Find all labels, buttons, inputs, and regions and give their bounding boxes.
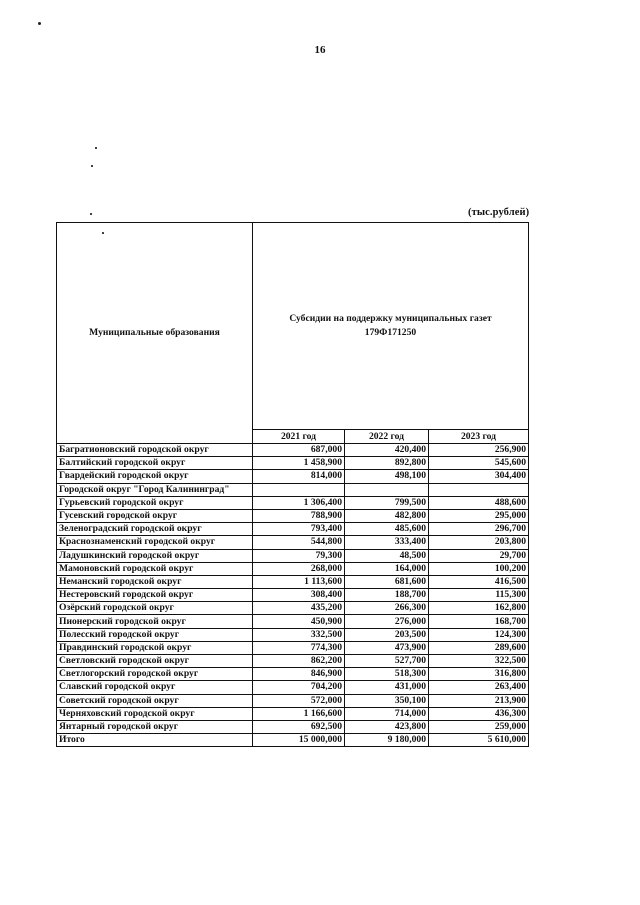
table-row — [57, 668, 529, 681]
table-row — [57, 589, 529, 602]
value-2021: 1 113,600 — [253, 575, 345, 588]
table-row — [57, 470, 529, 483]
value-2022: 420,400 — [345, 444, 429, 457]
municipality-name: Краснознаменский городской округ — [57, 536, 253, 549]
value-2021: 79,300 — [253, 549, 345, 562]
subsidy-table — [56, 222, 529, 747]
value-2021: 692,500 — [253, 720, 345, 733]
value-2021: 572,000 — [253, 694, 345, 707]
total-2023: 5 610,000 — [429, 734, 529, 747]
municipality-name: Янтарный городской округ — [57, 720, 253, 733]
value-2023: 295,000 — [429, 509, 529, 522]
value-2022: 892,800 — [345, 457, 429, 470]
table-row — [57, 483, 529, 496]
municipality-name: Светловский городской округ — [57, 655, 253, 668]
municipality-name: Городской округ "Город Калининград" — [57, 483, 253, 496]
scan-speck — [91, 165, 93, 167]
table-row — [57, 720, 529, 733]
header-subsidy-code: 179Ф171250 — [364, 327, 417, 338]
total-2021: 15 000,000 — [253, 734, 345, 747]
municipality-name: Пионерский городской округ — [57, 615, 253, 628]
value-2023: 296,700 — [429, 523, 529, 536]
value-2022 — [345, 483, 429, 496]
value-2022: 276,000 — [345, 615, 429, 628]
municipality-name: Черняховский городской округ — [57, 707, 253, 720]
municipality-name: Мамоновский городской округ — [57, 562, 253, 575]
total-2022: 9 180,000 — [345, 734, 429, 747]
header-year-2023: 2023 год — [429, 430, 529, 444]
value-2023: 289,600 — [429, 641, 529, 654]
value-2022: 482,800 — [345, 509, 429, 522]
value-2023: 263,400 — [429, 681, 529, 694]
municipality-name: Правдинский городской округ — [57, 641, 253, 654]
value-2021: 704,200 — [253, 681, 345, 694]
value-2022: 498,100 — [345, 470, 429, 483]
scan-speck — [90, 213, 92, 215]
municipality-name: Неманский городской округ — [57, 575, 253, 588]
value-2023: 168,700 — [429, 615, 529, 628]
page-number: 16 — [314, 44, 326, 56]
value-2021: 544,800 — [253, 536, 345, 549]
value-2021: 268,000 — [253, 562, 345, 575]
value-2022: 473,900 — [345, 641, 429, 654]
value-2021: 814,000 — [253, 470, 345, 483]
table-row — [57, 628, 529, 641]
value-2021: 1 166,600 — [253, 707, 345, 720]
table-row — [57, 694, 529, 707]
value-2023: 488,600 — [429, 496, 529, 509]
value-2023: 115,300 — [429, 589, 529, 602]
header-year-2021: 2021 год — [253, 430, 345, 444]
value-2021: 687,000 — [253, 444, 345, 457]
value-2023: 213,900 — [429, 694, 529, 707]
value-2023: 436,300 — [429, 707, 529, 720]
value-2021: 332,500 — [253, 628, 345, 641]
municipality-name: Гусевский городской округ — [57, 509, 253, 522]
value-2022: 714,000 — [345, 707, 429, 720]
value-2022: 350,100 — [345, 694, 429, 707]
header-municipalities: Муниципальные образования — [57, 223, 253, 444]
value-2022: 681,600 — [345, 575, 429, 588]
value-2023: 162,800 — [429, 602, 529, 615]
value-2023: 259,000 — [429, 720, 529, 733]
value-2023: 256,900 — [429, 444, 529, 457]
table-row — [57, 457, 529, 470]
municipality-name: Советский городской округ — [57, 694, 253, 707]
value-2021 — [253, 483, 345, 496]
value-2021: 308,400 — [253, 589, 345, 602]
table-row — [57, 509, 529, 522]
table-header-row — [57, 223, 529, 430]
municipality-name: Ладушкинский городской округ — [57, 549, 253, 562]
table-row — [57, 641, 529, 654]
value-2022: 423,800 — [345, 720, 429, 733]
value-2023: 29,700 — [429, 549, 529, 562]
value-2023: 316,800 — [429, 668, 529, 681]
table-row — [57, 655, 529, 668]
value-2023 — [429, 483, 529, 496]
value-2023: 124,300 — [429, 628, 529, 641]
value-2021: 793,400 — [253, 523, 345, 536]
value-2022: 266,300 — [345, 602, 429, 615]
scan-speck — [95, 147, 97, 149]
value-2023: 100,200 — [429, 562, 529, 575]
value-2022: 431,000 — [345, 681, 429, 694]
value-2021: 788,900 — [253, 509, 345, 522]
value-2021: 846,900 — [253, 668, 345, 681]
municipality-name: Балтийский городской округ — [57, 457, 253, 470]
value-2022: 485,600 — [345, 523, 429, 536]
header-year-2022: 2022 год — [345, 430, 429, 444]
table-row — [57, 496, 529, 509]
scan-speck — [38, 22, 41, 25]
municipality-name: Нестеровский городской округ — [57, 589, 253, 602]
value-2022: 518,300 — [345, 668, 429, 681]
value-2021: 1 458,900 — [253, 457, 345, 470]
value-2022: 188,700 — [345, 589, 429, 602]
table-row — [57, 536, 529, 549]
municipality-name: Гвардейский городской округ — [57, 470, 253, 483]
table-row — [57, 615, 529, 628]
value-2023: 545,600 — [429, 457, 529, 470]
total-label: Итого — [57, 734, 253, 747]
header-subsidy — [253, 223, 529, 430]
municipality-name: Зеленоградский городской округ — [57, 523, 253, 536]
table-row — [57, 444, 529, 457]
municipality-name: Гурьевский городской округ — [57, 496, 253, 509]
value-2023: 322,500 — [429, 655, 529, 668]
table-row — [57, 681, 529, 694]
table-row — [57, 602, 529, 615]
value-2021: 450,900 — [253, 615, 345, 628]
value-2022: 799,500 — [345, 496, 429, 509]
table-row — [57, 562, 529, 575]
table-row — [57, 549, 529, 562]
value-2022: 164,000 — [345, 562, 429, 575]
header-subsidy-title: Субсидии на поддержку муниципальных газет — [289, 313, 492, 324]
value-2021: 1 306,400 — [253, 496, 345, 509]
table-row — [57, 575, 529, 588]
municipality-name: Славский городской округ — [57, 681, 253, 694]
value-2022: 203,500 — [345, 628, 429, 641]
table-row — [57, 523, 529, 536]
value-2023: 416,500 — [429, 575, 529, 588]
municipality-name: Озёрский городской округ — [57, 602, 253, 615]
value-2023: 304,400 — [429, 470, 529, 483]
municipality-name: Полесский городской округ — [57, 628, 253, 641]
table-row — [57, 707, 529, 720]
value-2021: 774,300 — [253, 641, 345, 654]
municipality-name: Светлогорский городской округ — [57, 668, 253, 681]
value-2023: 203,800 — [429, 536, 529, 549]
total-row — [57, 734, 529, 747]
value-2022: 48,500 — [345, 549, 429, 562]
value-2022: 333,400 — [345, 536, 429, 549]
municipality-name: Багратионовский городской округ — [57, 444, 253, 457]
value-2022: 527,700 — [345, 655, 429, 668]
value-2021: 862,200 — [253, 655, 345, 668]
value-2021: 435,200 — [253, 602, 345, 615]
units-label: (тыс.рублей) — [468, 207, 530, 218]
